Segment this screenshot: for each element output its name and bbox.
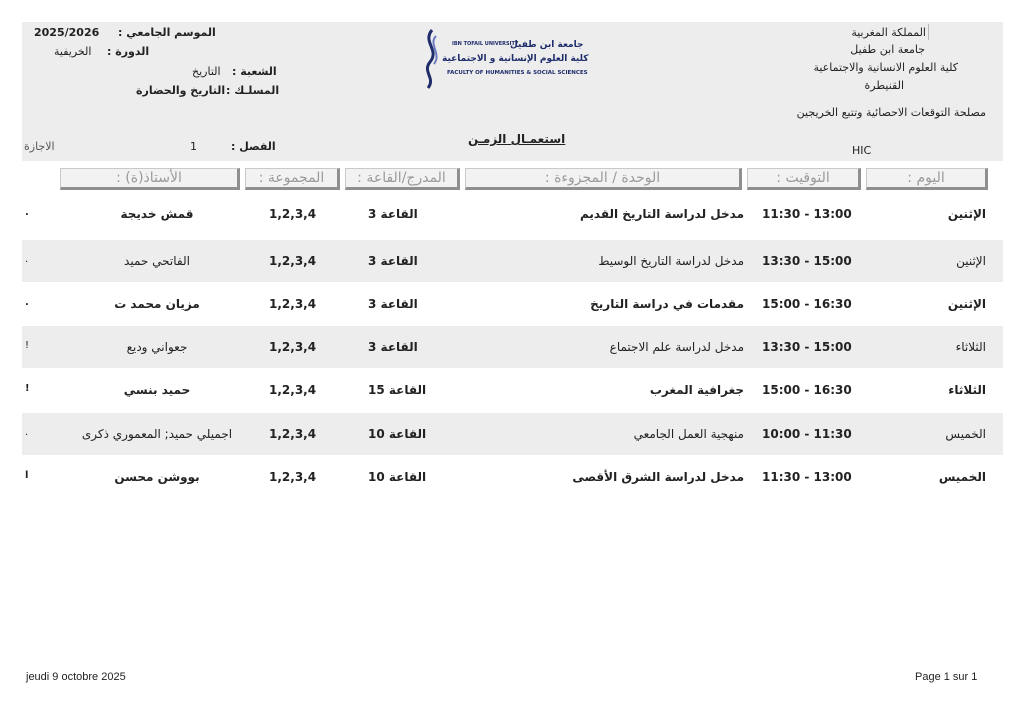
cell-group: 1,2,3,4 bbox=[269, 470, 317, 484]
cell-professor: اجميلي حميد; المعموري ذكرى bbox=[81, 427, 233, 441]
footer-page: Page 1 sur 1 bbox=[915, 671, 978, 683]
cell-group: 1,2,3,4 bbox=[269, 297, 317, 311]
table-row bbox=[22, 456, 1003, 498]
semester-value: 1 bbox=[190, 140, 197, 153]
cell-time: 11:30 - 13:00 bbox=[762, 207, 852, 221]
cell-professor: حميد بنسي bbox=[123, 383, 191, 397]
cell-professor: قمش خديجة bbox=[120, 207, 194, 221]
cell-edge: ! bbox=[25, 383, 30, 394]
cell-room: القاعة 3 bbox=[368, 207, 418, 221]
cell-edge: . bbox=[25, 427, 29, 438]
cell-day: الثلاثاء bbox=[955, 340, 986, 354]
semester-label: الفصل : bbox=[231, 140, 276, 153]
cell-group: 1,2,3,4 bbox=[269, 383, 317, 397]
column-header-group: المجموعة : bbox=[245, 168, 340, 190]
table-row bbox=[22, 283, 1003, 325]
cell-group: 1,2,3,4 bbox=[269, 254, 317, 268]
cell-day: الإثنين bbox=[947, 207, 986, 221]
cell-professor: بووشن محسن bbox=[114, 470, 200, 484]
cell-day: الثلاثاء bbox=[948, 383, 986, 397]
cell-time: 15:00 - 16:30 bbox=[762, 297, 852, 311]
cell-unit: مدخل لدراسة التاريخ القديم bbox=[580, 207, 744, 221]
column-header-professor: الأستاذ(ة) : bbox=[60, 168, 240, 190]
branch-label: الشعبة : bbox=[232, 65, 277, 78]
service-name: مصلحة التوقعات الاحصائية وتتبع الخريجين bbox=[796, 106, 986, 119]
cell-room: القاعة 10 bbox=[368, 470, 427, 484]
session-value: الخريفية bbox=[54, 45, 92, 58]
cell-professor: مزيان محمد ت bbox=[114, 297, 200, 311]
university-name: جامعة ابن طفيل bbox=[850, 43, 925, 56]
logo-arabic-line2: كلية العلوم الإنسانية و الاجتماعية bbox=[442, 54, 589, 64]
cell-unit: مدخل لدراسة علم الاجتماع bbox=[609, 340, 744, 354]
season-value: 2025/2026 bbox=[34, 26, 100, 39]
cell-unit: مدخل لدراسة الشرق الأقصى bbox=[572, 470, 744, 484]
cell-time: 11:30 - 13:00 bbox=[762, 470, 852, 484]
degree-label: الاجازة bbox=[24, 140, 55, 153]
table-row bbox=[22, 193, 1003, 235]
cell-day: الخميس bbox=[938, 470, 986, 484]
table-row bbox=[22, 413, 1003, 455]
cell-room: القاعة 3 bbox=[368, 254, 418, 268]
cell-edge: . bbox=[25, 297, 29, 308]
table-row bbox=[22, 240, 1003, 282]
cell-edge: . bbox=[25, 254, 29, 265]
cell-group: 1,2,3,4 bbox=[269, 427, 317, 441]
column-header-room: المدرج/القاعة : bbox=[345, 168, 460, 190]
city-name: القنيطرة bbox=[864, 79, 904, 92]
cell-edge: . bbox=[25, 207, 29, 218]
logo-english-line1: IBN TOFAIL UNIVERSITY bbox=[452, 41, 519, 47]
cell-room: القاعة 10 bbox=[368, 427, 427, 441]
track-value: التاريخ والحضارة bbox=[136, 84, 226, 97]
track-label: المسلـك : bbox=[226, 84, 280, 97]
header-divider bbox=[928, 24, 929, 40]
cell-room: القاعة 3 bbox=[368, 297, 418, 311]
faculty-name: كلية العلوم الانسانية والاجتماعية bbox=[813, 61, 958, 74]
cell-time: 13:30 - 15:00 bbox=[762, 340, 852, 354]
cell-professor: الفاتحي حميد bbox=[124, 254, 190, 268]
cell-room: القاعة 15 bbox=[368, 383, 427, 397]
cell-unit: مدخل لدراسة التاريخ الوسيط bbox=[598, 254, 744, 268]
column-header-time: التوقيت : bbox=[747, 168, 861, 190]
table-row bbox=[22, 326, 1003, 368]
university-logo bbox=[418, 28, 594, 90]
footer-date: jeudi 9 octobre 2025 bbox=[26, 671, 126, 683]
logo-english-line2: FACULTY OF HUMANITIES & SOCIAL SCIENCES bbox=[447, 70, 588, 76]
cell-room: القاعة 3 bbox=[368, 340, 418, 354]
kingdom-label: المملكة المغربية bbox=[851, 26, 926, 39]
cell-day: الخميس bbox=[945, 427, 986, 441]
cell-unit: منهجية العمل الجامعي bbox=[633, 427, 744, 441]
cell-unit: جغرافية المغرب bbox=[649, 383, 744, 397]
column-header-day: اليوم : bbox=[866, 168, 988, 190]
table-row bbox=[22, 369, 1003, 411]
cell-day: الإثنين bbox=[947, 297, 986, 311]
logo-arabic-line1: جامعة ابن طفيل bbox=[510, 40, 584, 50]
cell-group: 1,2,3,4 bbox=[269, 340, 317, 354]
cell-edge: ! bbox=[25, 340, 30, 351]
cell-group: 1,2,3,4 bbox=[269, 207, 317, 221]
cell-professor: جعواني وديع bbox=[126, 340, 188, 354]
program-code: HIC bbox=[852, 144, 872, 157]
cell-time: 13:30 - 15:00 bbox=[762, 254, 852, 268]
branch-value: التاريخ bbox=[192, 65, 221, 78]
session-label: الدورة : bbox=[107, 45, 150, 58]
cell-edge: ا bbox=[25, 470, 29, 481]
season-label: الموسم الجامعي : bbox=[118, 26, 216, 39]
cell-time: 10:00 - 11:30 bbox=[762, 427, 852, 441]
cell-time: 15:00 - 16:30 bbox=[762, 383, 852, 397]
cell-unit: مقدمات في دراسة التاريخ bbox=[590, 297, 744, 311]
schedule-title: استعمـال الزمـن bbox=[468, 132, 566, 146]
cell-day: الإثنين bbox=[956, 254, 986, 268]
column-header-unit: الوحدة / المجزوءة : bbox=[465, 168, 742, 190]
